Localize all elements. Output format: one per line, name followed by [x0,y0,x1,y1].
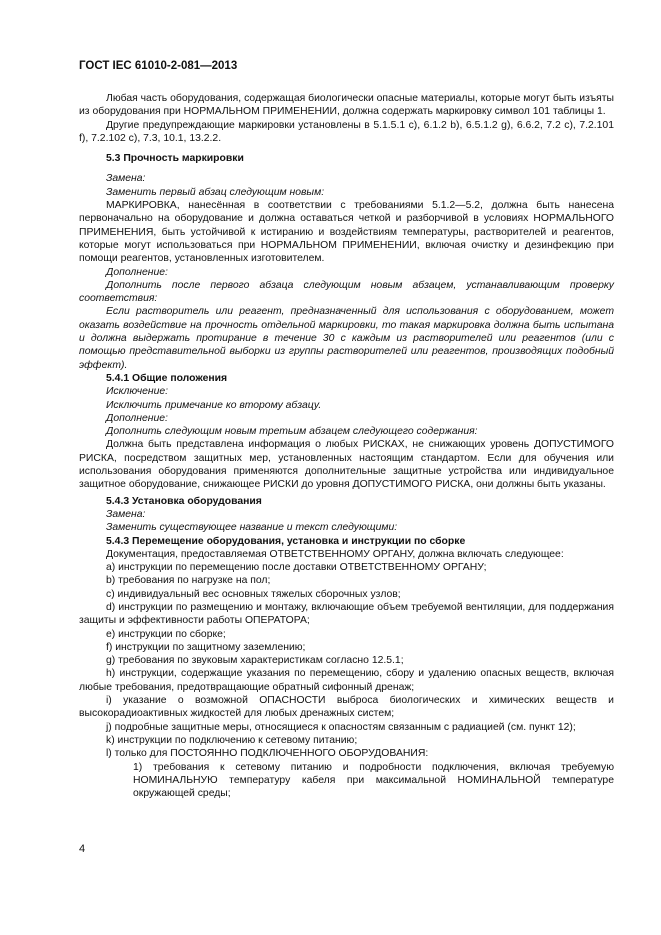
list-item: j) подробные защитные меры, относящиеся к опасностям связанным с радиацией (см. пункт 12); [106,721,576,733]
sub-list-item: 1) требования к сетевому питанию и подробности подключения, включая требуемую НОМИНАЛЬНУЮ температуру кабеля при максимальной НОМИНАЛЬНОЙ температуре окружающей среды; [133,761,614,800]
section-heading-5-3: 5.3 Прочность маркировки [106,153,244,165]
amendment-label: Замена: [106,508,146,520]
list-item: h) инструкции, содержащие указания по перемещению, сбору и удалению опасных веществ, включая любые требования, предотвращающие обратный сифонный дренаж; [79,668,614,693]
paragraph: Другие предупреждающие маркировки установлены в 5.1.5.1 с), 6.1.2 b), 6.5.1.2 g), 6.6.2, 7.2 с), 7.2.101 f), 7.2.102 с), 7.3, 10.1, 13.2.2. [79,119,614,144]
standard-header: ГОСТ IEC 61010-2-081—2013 [79,60,238,72]
amendment-note: Исключить примечание ко второму абзацу. [106,399,322,411]
amendment-note: Дополнить после первого абзаца следующим новым абзацем, устанавливающим проверку соответствия: [79,279,614,305]
amendment-note: Заменить существующее название и текст следующими: [106,522,398,534]
amendment-label: Дополнение: [106,266,168,278]
list-item: i) указание о возможной ОПАСНОСТИ выброса биологических и химических веществ и высокорадиоактивных жидкостей для любых дренажных систем; [79,695,614,720]
section-heading-5-4-3: 5.4.3 Установка оборудования [106,495,262,507]
amendment-label: Замена: [106,173,146,185]
list-item: b) требования по нагрузке на пол; [106,575,271,587]
paragraph: Если растворитель или реагент, предназначенный для использования с оборудованием, может оказать воздействие на прочность отдельной маркировки, то такая маркировка должна быть испытана и должна выдержать протирание в течение 30 с каждым из растворителей или реагентов (или с помощью представительной выборки из группы растворителей или реагентов, производящих подобный эффект). [79,306,614,371]
document-body [79,92,614,800]
list-item: e) инструкции по сборке; [106,628,226,640]
amendment-label: Исключение: [106,386,169,398]
paragraph: Должна быть представлена информация о любых РИСКАХ, не снижающих уровень ДОПУСТИМОГО РИСКА, посредством защитных мер, установленных настоящим стандартом. Если для обучения или использования оборудования применяются дополнительные защитные устройства или индивидуальное защитное оборудование, снижающее РИСКИ до уровня ДОПУСТИМОГО РИСКА, они должны быть указаны. [79,439,614,491]
paragraph: Документация, предоставляемая ОТВЕТСТВЕННОМУ ОРГАНУ, должна включать следующее: [106,548,564,560]
section-heading-5-4-3-new: 5.4.3 Перемещение оборудования, установка и инструкции по сборке [106,535,466,547]
section-heading-5-4-1: 5.4.1 Общие положения [106,372,228,384]
list-item: l) только для ПОСТОЯННО ПОДКЛЮЧЕННОГО ОБОРУДОВАНИЯ: [106,748,429,760]
list-item: g) требования по звуковым характеристикам согласно 12.5.1; [106,655,404,667]
amendment-note: Дополнить следующим новым третьим абзацем следующего содержания: [106,426,478,438]
paragraph: Любая часть оборудования, содержащая биологически опасные материалы, которые могут быть изъяты из оборудования при НОРМАЛЬНОМ ПРИМЕНЕНИИ, должна содержать маркировку символ 101 таблицы 1. [79,93,614,118]
amendment-label: Дополнение: [106,412,168,424]
list-item: f) инструкции по защитному заземлению; [106,641,306,653]
paragraph: МАРКИРОВКА, нанесённая в соответствии с требованиями 5.1.2—5.2, должна быть нанесена первоначально на оборудование и должна оставаться четкой и разборчивой в условиях НОРМАЛЬНОГО ПРИМЕНЕНИЯ, быть устойчивой к истиранию и воздействиям температуры, растворителей и реагентов, которые могут использоваться при НОРМАЛЬНОМ ПРИМЕНЕНИИ, включая очистку и дезинфекцию при помощи реагентов, установленных изготовителем. [79,200,614,265]
list-item: k) инструкции по подключению к сетевому питанию; [106,734,358,746]
list-item: a) инструкции по перемещению после доставки ОТВЕТСТВЕННОМУ ОРГАНУ; [106,562,487,574]
list-item: c) индивидуальный вес основных тяжелых сборочных узлов; [106,588,401,600]
amendment-note: Заменить первый абзац следующим новым: [106,186,325,198]
list-item: d) инструкции по размещению и монтажу, включающие объем требуемой вентиляции, для поддержания защиты и эффективности работы ОПЕРАТОРА; [79,601,614,627]
page-number: 4 [79,843,86,855]
